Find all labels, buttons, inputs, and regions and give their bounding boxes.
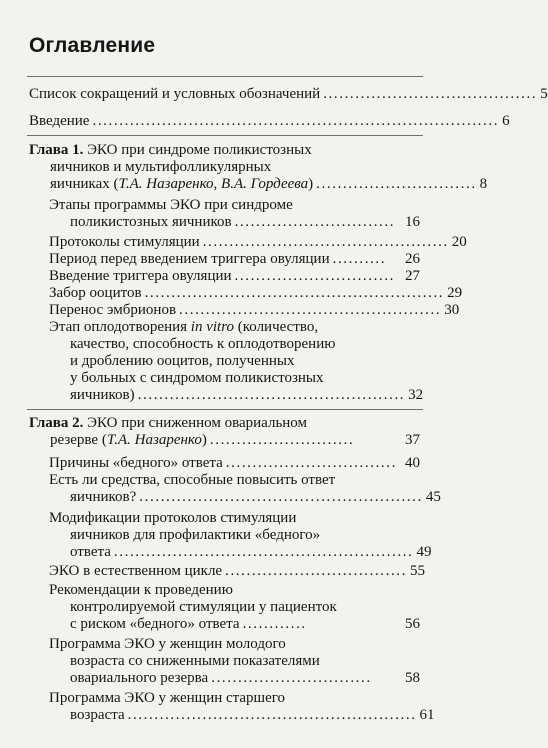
page-number: 37 [405,432,420,448]
page-number: 58 [405,670,420,686]
dot-leader: .............................. [234,268,396,284]
page-number: 55 [410,563,425,579]
page-number: 20 [451,234,467,250]
section-rule [27,409,423,410]
toc-entry[interactable]: ЭКО в естественном цикле .................................. 55 [49,563,425,579]
toc-entry[interactable]: Введение триггера овуляции .............................. 27 [49,268,420,284]
page-number: 8 [479,176,488,192]
dot-leader: ............ [242,616,307,632]
dot-leader: ........................................................ [113,544,414,560]
page-number: 56 [405,616,420,632]
dot-leader: ..................................................... [139,489,423,505]
page-number: 30 [444,302,460,318]
section-rule [27,135,423,136]
page-number: 32 [408,387,424,403]
toc-entry[interactable]: Причины «бедного» ответа ................................ 40 [49,455,420,471]
dot-leader: .............................. [316,176,477,192]
page-number: 26 [405,251,420,267]
page-number: 6 [502,113,510,129]
dot-leader: .................................................. [137,387,406,403]
page-number: 29 [447,285,463,301]
dot-leader: ........................................ [323,86,538,102]
dot-leader: ...................................................... [127,707,417,723]
toc-entry[interactable]: Рекомендации к проведению контролируемой стимуляции у пациенток с риском «бедного» ответа ............ 56 [49,582,420,632]
dot-leader: .................................. [225,563,407,579]
page-title: Оглавление [29,34,156,57]
dot-leader: ............................................................................ [92,113,500,129]
dot-leader: .............................. [234,214,396,230]
toc-entry[interactable]: Программа ЭКО у женщин старшего возраста ...................................................... 61 [49,690,435,723]
toc-chapter-1[interactable]: Глава 1. ЭКО при синдроме поликистозных яичников и мультифолликулярных яичниках (Т.А. Назаренко, В.А. Гордеева) .............................. 8 [29,142,488,192]
toc-entry[interactable]: Этапы программы ЭКО при синдроме поликистозных яичников .............................. 16 [49,197,420,230]
chapter-label: Глава 2. [29,415,84,431]
toc-entry[interactable]: Модификации протоколов стимуляции яичников для профилактики «бедного» ответа ........................................................ 49 [49,510,432,560]
page-number: 16 [405,214,420,230]
toc-entry[interactable]: Перенос эмбрионов ................................................. 30 [49,302,460,318]
toc-entry[interactable]: Протоколы стимуляции .............................................. 20 [49,234,467,250]
title-rule [27,76,423,77]
page-number: 40 [405,455,420,471]
toc-entry-abbreviations[interactable]: Список сокращений и условных обозначений ........................................ 5 [29,86,548,102]
page-number: 61 [419,707,435,723]
page-number: 27 [405,268,420,284]
page-number: 49 [416,544,432,560]
toc-entry[interactable]: Есть ли средства, способные повысить ответ яичников? ..................................................... 45 [49,472,441,505]
dot-leader: ................................ [225,455,397,471]
dot-leader: .............................. [211,670,372,686]
dot-leader: ................................................. [179,302,442,318]
page-number: 45 [425,489,441,505]
toc-chapter-2[interactable]: Глава 2. ЭКО при сниженном овариальном резерве (Т.А. Назаренко) ........................... 37 [29,415,420,448]
dot-leader: ........................... [209,432,355,448]
page-number: 5 [540,86,548,102]
toc-entry-introduction[interactable]: Введение ............................................................................ 6 [29,113,510,129]
chapter-label: Глава 1. [29,142,84,158]
chapter-authors: Т.А. Назаренко [106,432,202,448]
toc-entry[interactable]: Период перед введением триггера овуляции .......... 26 [49,251,420,267]
toc-entry[interactable]: Этап оплодотворения in vitro (количество, качество, способность к оплодотворению и дроблению ооцитов, полученных у больных с синдромом поликистозных яичников) .................................................. 32 [49,319,424,403]
toc-entry[interactable]: Программа ЭКО у женщин молодого возраста со сниженными показателями овариального резерва .............................. 58 [49,636,420,686]
dot-leader: .............................................. [202,234,449,250]
dot-leader: ........................................................ [144,285,445,301]
dot-leader: .......... [332,251,387,267]
toc-entry[interactable]: Забор ооцитов ........................................................ 29 [49,285,463,301]
chapter-authors: Т.А. Назаренко, В.А. Гордеева [118,176,309,192]
